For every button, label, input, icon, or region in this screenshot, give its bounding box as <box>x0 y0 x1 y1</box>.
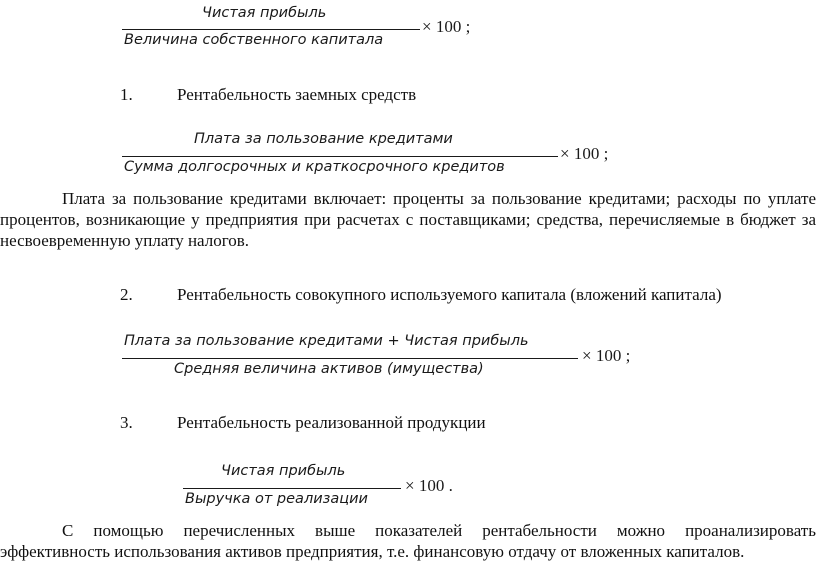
formula-multiplier: × 100 ; <box>560 144 609 163</box>
formula-return-on-equity <box>122 2 502 52</box>
formula-denominator: Средняя величина активов (имущества) <box>174 361 484 377</box>
formula-denominator: Величина собственного капитала <box>124 32 384 48</box>
heading-number: 3. <box>120 413 133 432</box>
fraction-bar <box>122 29 420 30</box>
fraction-bar <box>122 156 558 157</box>
formula-multiplier: × 100 ; <box>422 17 471 36</box>
formula-numerator: Плата за пользование кредитами + Чистая прибыль <box>124 333 529 349</box>
formula-return-on-borrowed-funds <box>122 128 642 183</box>
heading-number: 2. <box>120 285 133 304</box>
formula-numerator: Плата за пользование кредитами <box>194 131 453 147</box>
formula-denominator: Сумма долгосрочных и краткосрочного кредитов <box>124 159 505 175</box>
paragraph-credit-charges: Плата за пользование кредитами включает: проценты за пользование кредитами; расходы по уплате процентов, возникающие у предприятия при расчетах с поставщиками; средства, перечисляемые в бюджет за несвоевременную уплату налогов. <box>0 189 816 250</box>
formula-denominator: Выручка от реализации <box>185 491 368 507</box>
heading-number: 1. <box>120 85 133 104</box>
paragraph-analysis-conclusion: С помощью перечисленных выше показателей рентабельности можно проанализировать эффективность использования активов предприятия, т.е. финансовую отдачу от вложенных капиталов. <box>0 521 816 561</box>
heading-text: Рентабельность совокупного используемого капитала (вложений капитала) <box>177 285 722 304</box>
fraction-bar <box>122 358 578 359</box>
heading-text: Рентабельность заемных средств <box>177 85 417 104</box>
fraction-bar <box>183 488 401 489</box>
formula-numerator: Чистая прибыль <box>202 5 327 21</box>
formula-multiplier: × 100 ; <box>582 346 631 365</box>
formula-return-on-total-capital <box>122 330 642 385</box>
formula-numerator: Чистая прибыль <box>221 463 346 479</box>
heading-text: Рентабельность реализованной продукции <box>177 413 486 432</box>
formula-multiplier: × 100 . <box>405 476 453 495</box>
formula-return-on-sales <box>183 460 483 515</box>
